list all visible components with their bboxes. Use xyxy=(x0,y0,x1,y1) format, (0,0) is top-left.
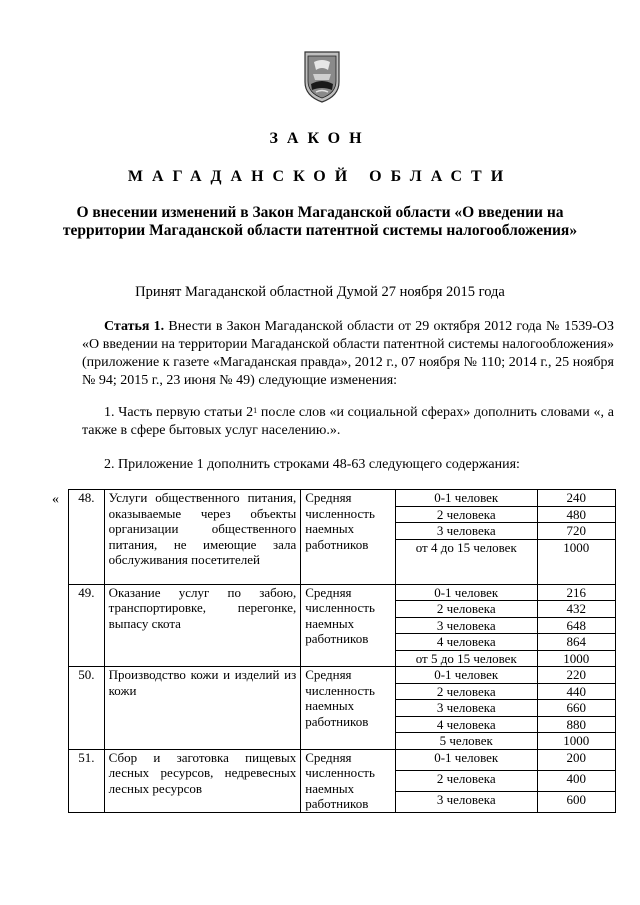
income-value: 648 xyxy=(537,617,615,634)
article-text: Внести в Закон Магаданской области от 29 октября 2012 года № 1539-ОЗ «О введении на территории Магаданской области патентной системы налогообложения» (приложение к газете «Магаданская правда», 2012 г., 07 ноября № 110; 2014 г., 25 ноября № 94; 2015 г., 23 июня № 49) следующие изменения: xyxy=(82,319,615,388)
patent-rates-table xyxy=(68,489,616,813)
law-title: ЗАКОН xyxy=(269,130,371,147)
table-row xyxy=(69,490,616,507)
service-name: Сбор и заготовка пищевых лесных ресурсов, недревесных лесных ресурсов xyxy=(104,749,301,812)
table-row xyxy=(69,667,616,684)
item-1-after: после слов «и социальной сферах» дополнить словами «, а также в сфере бытовых услуг населению.». xyxy=(82,405,614,438)
employee-count: 0-1 человек xyxy=(395,584,537,601)
income-value: 864 xyxy=(537,634,615,651)
row-number: 50. xyxy=(69,667,105,750)
row-number: 48. xyxy=(69,490,105,585)
income-value: 432 xyxy=(537,601,615,618)
item-2-paragraph: 2. Приложение 1 дополнить строками 48-63 следующего содержания: xyxy=(104,457,520,472)
income-value: 880 xyxy=(537,716,615,733)
item-1-paragraph xyxy=(82,404,614,440)
item-1-before: 1. Часть первую статьи 2 xyxy=(104,405,254,420)
service-name: Оказание услуг по забою, транспортировке, перегонке, выпасу скота xyxy=(104,584,301,667)
income-value: 1000 xyxy=(537,650,615,667)
income-value: 720 xyxy=(537,523,615,540)
indicator-name: Средняя численность наемных работников xyxy=(301,749,396,812)
employee-count: 2 человека xyxy=(395,683,537,700)
service-name: Услуги общественного питания, оказываемые через объекты организации общественного питания, не имеющие зала обслуживания посетителей xyxy=(104,490,301,585)
row-number: 49. xyxy=(69,584,105,667)
income-value: 216 xyxy=(537,584,615,601)
employee-count: 5 человек xyxy=(395,733,537,750)
employee-count: 2 человека xyxy=(395,506,537,523)
income-value: 480 xyxy=(537,506,615,523)
employee-count: 3 человека xyxy=(395,791,537,812)
employee-count: 3 человека xyxy=(395,523,537,540)
employee-count: 3 человека xyxy=(395,617,537,634)
income-value: 440 xyxy=(537,683,615,700)
table-row xyxy=(69,749,616,770)
income-value: 1000 xyxy=(537,733,615,750)
indicator-name: Средняя численность наемных работников xyxy=(301,584,396,667)
service-name: Производство кожи и изделий из кожи xyxy=(104,667,301,750)
income-value: 660 xyxy=(537,700,615,717)
employee-count: от 4 до 15 человек xyxy=(395,539,537,584)
income-value: 600 xyxy=(537,791,615,812)
adoption-line: Принят Магаданской областной Думой 27 ноября 2015 года xyxy=(135,284,505,300)
employee-count: от 5 до 15 человек xyxy=(395,650,537,667)
row-number: 51. xyxy=(69,749,105,812)
document-heading: О внесении изменений в Закон Магаданской области «О введении на территории Магаданской области патентной системы налогообложения» xyxy=(62,204,578,239)
employee-count: 4 человека xyxy=(395,634,537,651)
income-value: 1000 xyxy=(537,539,615,584)
article-label: Статья 1. xyxy=(104,319,165,334)
region-title: МАГАДАНСКОЙ ОБЛАСТИ xyxy=(127,168,513,185)
income-value: 240 xyxy=(537,490,615,507)
item-1-superscript: 1 xyxy=(253,406,258,415)
income-value: 200 xyxy=(537,749,615,770)
indicator-name: Средняя численность наемных работников xyxy=(301,667,396,750)
employee-count: 4 человека xyxy=(395,716,537,733)
employee-count: 0-1 человек xyxy=(395,490,537,507)
income-value: 220 xyxy=(537,667,615,684)
income-value: 400 xyxy=(537,770,615,791)
employee-count: 2 человека xyxy=(395,601,537,618)
indicator-name: Средняя численность наемных работников xyxy=(301,490,396,585)
employee-count: 0-1 человек xyxy=(395,667,537,684)
employee-count: 2 человека xyxy=(395,770,537,791)
coat-of-arms-emblem xyxy=(302,48,342,104)
opening-quote: « xyxy=(52,492,59,507)
employee-count: 0-1 человек xyxy=(395,749,537,770)
employee-count: 3 человека xyxy=(395,700,537,717)
article-1-paragraph xyxy=(82,318,614,390)
table-row xyxy=(69,584,616,601)
